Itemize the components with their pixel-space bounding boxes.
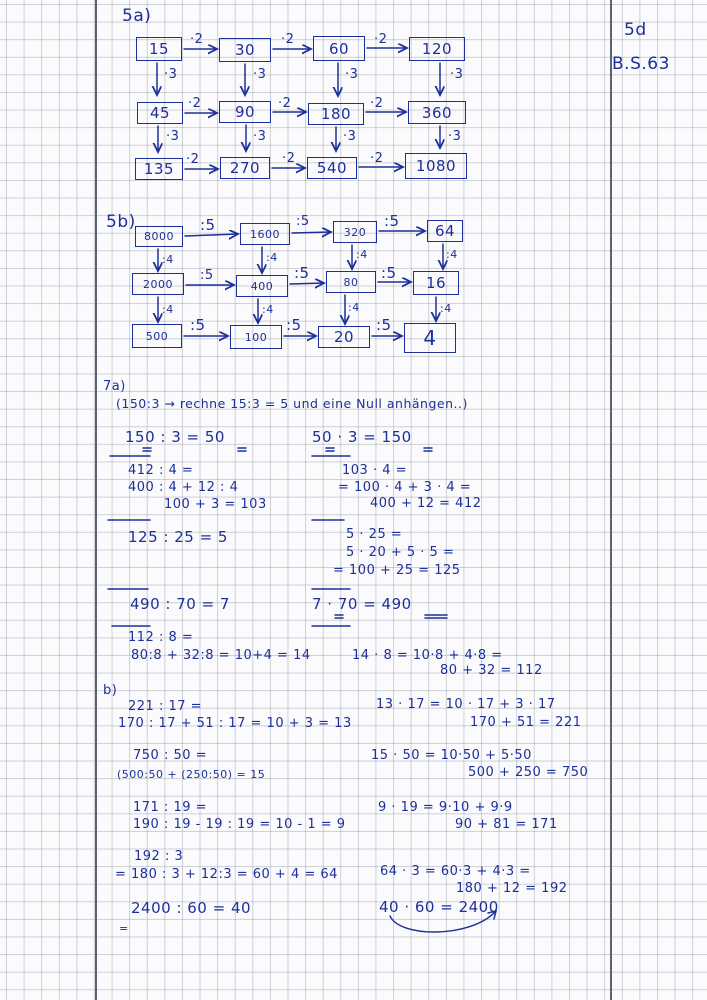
5a-op-label: ·2 [190, 32, 204, 47]
5a-box: 30 [219, 38, 271, 62]
section-b-label: b) [103, 683, 118, 698]
5b-op-label: :4 [266, 251, 278, 264]
5a-box: 360 [408, 101, 466, 124]
7a-left-line: 490 : 70 = 7 [130, 595, 230, 613]
5b-op-label: :5 [190, 316, 206, 334]
5b-op-label: :4 [348, 301, 360, 314]
7a-right-line: 14 · 8 = 10·8 + 4·8 = [352, 648, 503, 663]
5b-box: 320 [333, 221, 377, 243]
5b-op-label: :5 [200, 268, 214, 283]
5b-op-label: :5 [376, 316, 392, 334]
7b-left-line: 192 : 3 [134, 849, 184, 864]
5a-box: 120 [409, 37, 465, 61]
7a-left-line: 412 : 4 = [128, 463, 194, 478]
5a-box: 270 [220, 157, 270, 179]
5a-op-label: ·2 [370, 151, 384, 166]
7b-right-line: 40 · 60 = 2400 [379, 898, 499, 916]
7a-right-line: = 100 · 4 + 3 · 4 = [338, 480, 472, 495]
7a-left-line: 112 : 8 = [128, 630, 194, 645]
5a-box: 135 [135, 158, 183, 180]
margin-line-left [95, 0, 97, 1000]
7b-right-line: 64 · 3 = 60·3 + 4·3 = [380, 864, 531, 879]
5b-op-label: :4 [162, 253, 174, 266]
5a-op-label: ·3 [448, 129, 462, 144]
5a-op-label: ·3 [253, 67, 267, 82]
5b-op-label: :4 [162, 303, 174, 316]
5b-op-label: :4 [262, 303, 274, 316]
5a-box: 90 [219, 101, 271, 123]
5a-op-label: ·2 [282, 151, 296, 166]
7b-left-line: 190 : 19 - 19 : 19 = 10 - 1 = 9 [133, 817, 346, 832]
arrow [290, 283, 324, 284]
7b-right-line: 170 + 51 = 221 [470, 715, 582, 730]
underline [326, 448, 334, 451]
7a-right-line: 5 · 25 = [346, 527, 403, 542]
5b-op-label: :5 [294, 264, 310, 282]
5b-box: 20 [318, 326, 370, 348]
5b-box: 400 [236, 275, 288, 297]
7b-left-line: 750 : 50 = [133, 748, 208, 763]
7b-left-line: (500:50 + (250:50) = 15 [117, 768, 266, 781]
underline [424, 448, 432, 451]
7a-right-line: 50 · 3 = 150 [312, 428, 412, 446]
5b-op-label: :5 [296, 214, 310, 229]
7b-left-line: 2400 : 60 = 40 [131, 899, 252, 917]
5a-op-label: ·2 [186, 152, 200, 167]
5b-op-label: :5 [384, 212, 400, 230]
5a-op-label: ·2 [370, 96, 384, 111]
5a-op-label: ·2 [374, 32, 388, 47]
underline [238, 448, 246, 451]
7a-left-line: 80:8 + 32:8 = 10+4 = 14 [131, 648, 311, 663]
5b-op-label: :5 [286, 316, 302, 334]
7a-left-line: 125 : 25 = 5 [128, 528, 228, 546]
7b-right-line: 90 + 81 = 171 [455, 817, 558, 832]
7b-right-line: 15 · 50 = 10·50 + 5·50 [371, 748, 532, 763]
5b-box: 64 [427, 220, 463, 242]
5b-box: 16 [413, 271, 459, 295]
5b-box: 1600 [240, 223, 290, 245]
5a-op-label: ·3 [345, 67, 359, 82]
5b-op-label: :5 [381, 264, 397, 282]
section-7a-label: 7a) [103, 379, 126, 394]
7a-left-line: 150 : 3 = 50 [125, 428, 225, 446]
5a-box: 60 [313, 36, 365, 61]
5a-op-label: ·2 [281, 32, 295, 47]
5a-op-label: ·3 [166, 129, 180, 144]
7b-left-line: 221 : 17 = [128, 699, 203, 714]
5a-op-label: ·2 [278, 96, 292, 111]
5a-op-label: ·3 [164, 67, 178, 82]
7b-right-line: 9 · 19 = 9·10 + 9·9 [378, 800, 513, 815]
7b-right-line: 500 + 250 = 750 [468, 765, 589, 780]
5a-box: 15 [136, 37, 182, 61]
5a-box: 180 [308, 103, 364, 125]
7a-intro-note: (150:3 → rechne 15:3 = 5 und eine Null anhängen..) [116, 396, 468, 411]
5b-box: 2000 [132, 273, 184, 295]
5a-op-label: ·3 [450, 67, 464, 82]
7b-left-line: = 180 : 3 + 12:3 = 60 + 4 = 64 [115, 867, 338, 882]
7a-left-line: 100 + 3 = 103 [164, 497, 267, 512]
margin-line-right [610, 0, 612, 1000]
underline [335, 615, 343, 618]
5a-op-label: ·2 [188, 96, 202, 111]
7a-right-line: 7 · 70 = 490 [312, 595, 412, 613]
class-label: 5d [624, 20, 647, 40]
7b-right-line: 13 · 17 = 10 · 17 + 3 · 17 [376, 697, 556, 712]
5b-box: 100 [230, 325, 282, 349]
7b-left-line: 170 : 17 + 51 : 17 = 10 + 3 = 13 [118, 716, 352, 731]
section-5b-label: 5b) [106, 212, 136, 232]
7a-right-line: 80 + 32 = 112 [440, 663, 543, 678]
5b-box: 8000 [135, 226, 183, 247]
7a-left-line: 400 : 4 + 12 : 4 [128, 480, 239, 495]
5a-box: 540 [307, 157, 357, 179]
5b-box: 4 [404, 323, 456, 353]
7b-left-line: 171 : 19 = [133, 800, 208, 815]
7a-right-line: 103 · 4 = [342, 463, 408, 478]
5a-box: 1080 [405, 153, 467, 179]
arrow [185, 234, 238, 236]
5b-op-label: :5 [200, 216, 216, 234]
arrow [292, 232, 331, 233]
5a-op-label: ·3 [253, 129, 267, 144]
5b-op-label: :4 [440, 302, 452, 315]
7a-right-line: 400 + 12 = 412 [370, 496, 482, 511]
5b-box: 80 [326, 271, 376, 293]
5a-box: 45 [137, 102, 183, 124]
5b-op-label: :4 [356, 248, 368, 261]
underline [425, 615, 447, 618]
7b-left-line: = [119, 922, 129, 935]
5b-op-label: :4 [446, 248, 458, 261]
page-reference: B.S.63 [612, 54, 670, 74]
7a-right-line: 5 · 20 + 5 · 5 = [346, 545, 455, 560]
7a-right-line: = 100 + 25 = 125 [333, 563, 461, 578]
5a-op-label: ·3 [343, 129, 357, 144]
7b-right-line: 180 + 12 = 192 [456, 881, 568, 896]
underline [143, 448, 151, 451]
section-5a-label: 5a) [122, 6, 152, 26]
5b-box: 500 [132, 324, 182, 348]
